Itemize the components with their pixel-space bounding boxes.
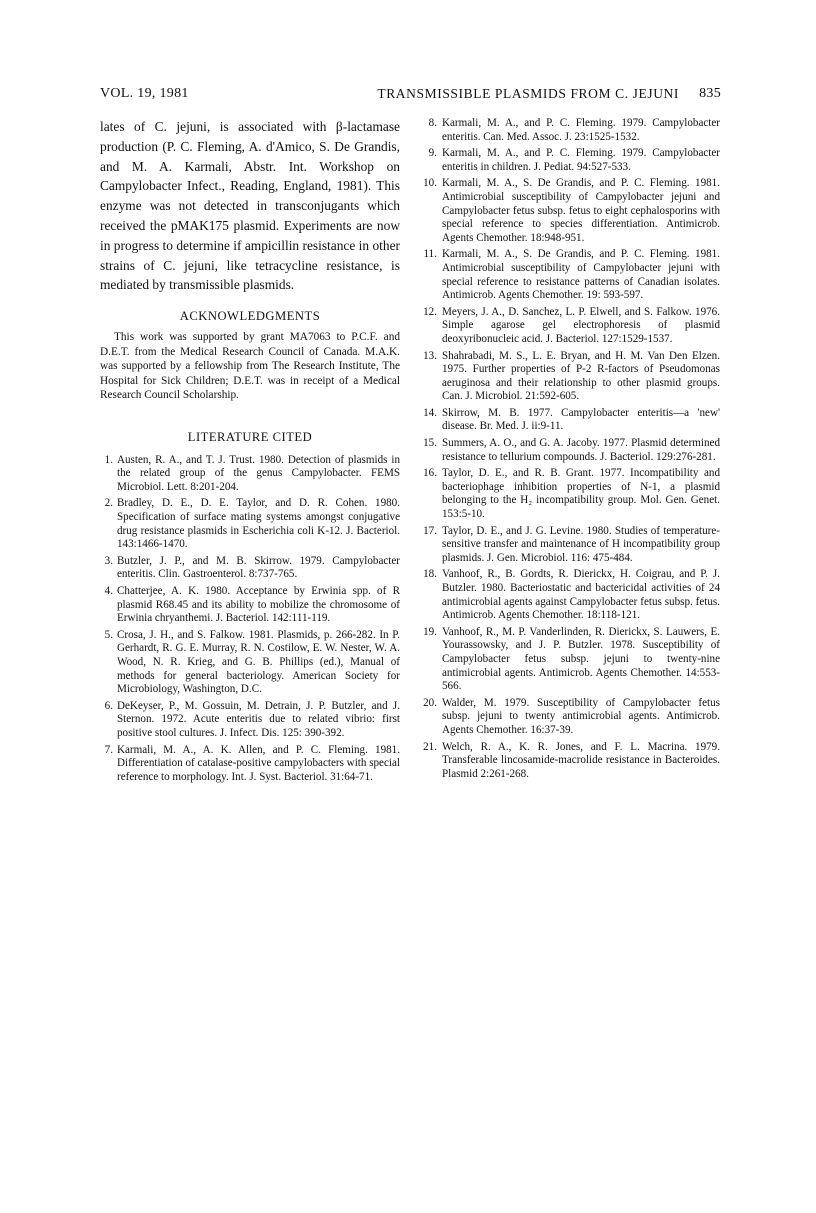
acknowledgments-text: This work was supported by grant MA7063 to P.C.F. and D.E.T. from the Medical Research Council of Canada. M.A.K. was supported by a fellowship from The Research Institute, The Hospital for Sick Children; D.E.T. was in receipt of a Medical Research Council Scholarship.	[100, 331, 400, 402]
reference-number: 5.	[104, 628, 113, 641]
reference-text: Walder, M. 1979. Susceptibility of Campylobacter fetus subsp. jejuni to twenty antimicrobial agents. Antimicrob. Agents Chemother. 16:37-39.	[442, 696, 720, 736]
page-number: 835	[699, 86, 721, 101]
reference-item	[100, 700, 400, 741]
reference-number: 6.	[104, 699, 113, 712]
running-title: TRANSMISSIBLE PLASMIDS FROM C. JEJUNI	[377, 86, 679, 101]
right-column	[420, 117, 720, 784]
reference-number: 16.	[423, 467, 437, 480]
left-column	[100, 117, 400, 787]
reference-number: 8.	[428, 117, 437, 129]
reference-text: Bradley, D. E., D. E. Taylor, and D. R. Cohen. 1980. Specification of surface mating systems amongst conjugative drug resistance plasmids in Escherichia coli K-12. J. Bacteriol. 143:1466-1470.	[117, 497, 400, 551]
reference-text: Austen, R. A., and T. J. Trust. 1980. Detection of plasmids in the related group of the genus Campylobacter. FEMS Microbiol. Lett. 8:201-204.	[117, 453, 400, 493]
reference-item	[420, 568, 720, 622]
reference-item	[100, 629, 400, 697]
reference-text: Welch, R. A., K. R. Jones, and F. L. Macrina. 1979. Transferable lincosamide-macrolide resistance in Bacteroides. Plasmid 2:261-268.	[442, 740, 720, 780]
acknowledgments-title: ACKNOWLEDGMENTS	[179, 309, 321, 324]
reference-number: 19.	[423, 625, 437, 638]
reference-text: Vanhoof, R., B. Gordts, R. Dierickx, H. Coigrau, and P. J. Butzler. 1980. Bacteriostatic and bactericidal activities of 24 antimicrobial agents against Campylobacter fetus subsp. fetus. Antimicrob. Agents Chemother. 18:118-121.	[442, 568, 720, 622]
reference-number: 13.	[423, 349, 437, 362]
reference-number: 14.	[423, 406, 437, 419]
reference-item	[420, 697, 720, 738]
reference-text: Summers, A. O., and G. A. Jacoby. 1977. Plasmid determined resistance to tellurium compounds. J. Bacteriol. 129:276-281.	[442, 437, 720, 463]
reference-text: Shahrabadi, M. S., L. E. Bryan, and H. M. Van Den Elzen. 1975. Further properties of P-2 R-factors of Pseudomonas aeruginosa and their relationship to other plasmid groups. Can. J. Microbiol. 21:592-605.	[442, 349, 720, 403]
reference-number: 21.	[423, 740, 437, 753]
reference-item	[420, 626, 720, 694]
reference-text: Meyers, J. A., D. Sanchez, L. P. Elwell, and S. Falkow. 1976. Simple agarose gel electrophoresis of plasmid deoxyribonucleic acid. J. Bacteriol. 127:1529-1537.	[442, 305, 720, 345]
body-paragraph: lates of C. jejuni, is associated with β-lactamase production (P. C. Fleming, A. d'Amico, S. De Grandis, and M. A. Karmali, Abstr. Int. Workshop on Campylobacter Infect., Reading, England, 1981). This enzyme was not detected in transconjugants which received the pMAK175 plasmid. Experiments are now in progress to determine if ampicillin resistance in other strains of C. jejuni, like tetracycline resistance, is mediated by transmissible plasmids.	[100, 119, 400, 293]
page-header	[100, 86, 721, 108]
reference-item	[420, 467, 720, 521]
reference-item	[420, 248, 720, 302]
reference-text: Karmali, M. A., S. De Grandis, and P. C. Fleming. 1981. Antimicrobial susceptibility of Campylobacter jejuni and Campylobacter fetus subsp. fetus to eight cephalosporins with special reference to species differentiation. Antimicrob. Agents Chemother. 18:948-951.	[442, 177, 720, 244]
reference-text: Skirrow, M. B. 1977. Campylobacter enteritis—a 'new' disease. Br. Med. J. ii:9-11.	[442, 406, 720, 433]
reference-text: DeKeyser, P., M. Gossuin, M. Detrain, J. P. Butzler, and J. Sternon. 1972. Acute enteritis due to related vibrio: first positive stool cultures. J. Infect. Dis. 125: 390-392.	[117, 699, 400, 739]
reference-text: Chatterjee, A. K. 1980. Acceptance by Erwinia spp. of R plasmid R68.45 and its ability to mobilize the chromosome of Erwinia chryanthemi. J. Bacteriol. 142:111-119.	[117, 585, 400, 625]
volume-label: VOL. 19, 1981	[100, 86, 189, 101]
reference-number: 11.	[423, 248, 437, 261]
reference-item	[420, 117, 720, 144]
reference-item	[420, 147, 720, 174]
reference-item	[100, 555, 400, 582]
reference-text: Taylor, D. E., and R. B. Grant. 1977. Incompatibility and bacteriophage inhibition properties of N-1, a plasmid belonging to the H₂ incompatibility group. Mol. Gen. Genet. 153:5-10.	[442, 467, 720, 521]
reference-item	[420, 306, 720, 347]
reference-item	[100, 454, 400, 495]
reference-text: Vanhoof, R., M. P. Vanderlinden, R. Dierickx, S. Lauwers, E. Yourassowsky, and J. P. Butzler. 1978. Susceptibility of Campylobacter fetus subsp. jejuni to twenty-nine antimicrobial agents. Antimicrob. Agents Chemother. 14:553-566.	[442, 625, 720, 693]
reference-number: 7.	[104, 743, 113, 756]
reference-number: 1.	[104, 453, 113, 466]
reference-text: Taylor, D. E., and J. G. Levine. 1980. Studies of temperature-sensitive transfer and maintenance of H incompatibility group plasmids. J. Gen. Microbiol. 116: 475-484.	[442, 524, 720, 564]
reference-item	[420, 177, 720, 245]
reference-list-right	[420, 117, 720, 781]
reference-item	[420, 407, 720, 434]
reference-text: Karmali, M. A., S. De Grandis, and P. C. Fleming. 1981. Antimicrobial susceptibility of Campylobacter jejuni with special reference to resistance patterns of Canadian isolates. Antimicrob. Agents Chemother. 19: 593-597.	[442, 248, 720, 302]
reference-list-left	[100, 454, 400, 785]
reference-item	[100, 497, 400, 551]
reference-number: 12.	[423, 305, 437, 318]
reference-text: Butzler, J. P., and M. B. Skirrow. 1979. Campylobacter enteritis. Clin. Gastroenterol. 8:737-765.	[117, 554, 400, 581]
reference-number: 10.	[423, 177, 437, 190]
reference-item	[420, 350, 720, 404]
reference-text: Karmali, M. A., and P. C. Fleming. 1979. Campylobacter enteritis in children. J. Pediat. 94:527-533.	[442, 147, 720, 173]
reference-text: Karmali, M. A., and P. C. Fleming. 1979. Campylobacter enteritis. Can. Med. Assoc. J. 23:1525-1532.	[442, 117, 720, 143]
reference-number: 9.	[428, 147, 437, 160]
reference-item	[100, 585, 400, 626]
reference-number: 4.	[104, 585, 113, 598]
reference-item	[420, 741, 720, 782]
reference-number: 18.	[423, 568, 437, 581]
reference-text: Karmali, M. A., A. K. Allen, and P. C. Fleming. 1981. Differentiation of catalase-positive campylobacters with special reference to morphology. Int. J. Syst. Bacteriol. 31:64-71.	[117, 743, 400, 783]
reference-text: Crosa, J. H., and S. Falkow. 1981. Plasmids, p. 266-282. In P. Gerhardt, R. G. E. Murray, R. N. Costilow, E. W. Nester, W. A. Wood, N. R. Krieg, and G. B. Phillips (ed.), Manual of methods for general bacteriology. American Society for Microbiology, Washington, D.C.	[117, 628, 400, 696]
reference-number: 3.	[104, 554, 113, 567]
reference-item	[100, 744, 400, 785]
literature-cited-title: LITERATURE CITED	[187, 429, 313, 444]
reference-number: 2.	[104, 497, 113, 510]
reference-number: 17.	[423, 524, 437, 537]
reference-number: 15.	[423, 437, 437, 450]
reference-number: 20.	[423, 696, 437, 709]
reference-item	[420, 437, 720, 464]
reference-item	[420, 525, 720, 566]
